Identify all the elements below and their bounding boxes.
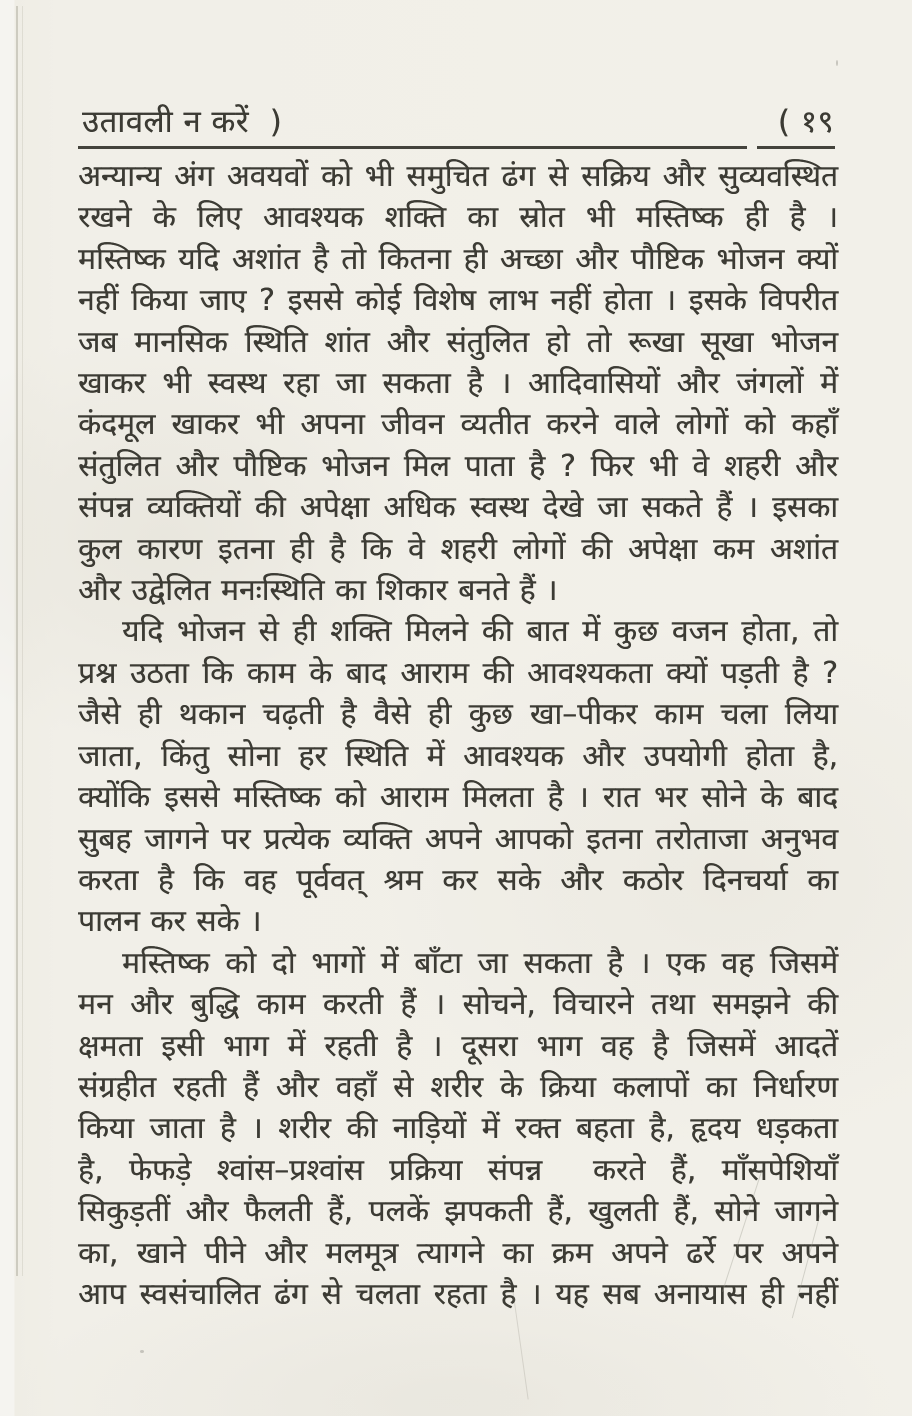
text-line: सिकुड़तीं और फैलती हैं, पलकें झपकती हैं, खुलती हैं, सोने जागने <box>78 1194 838 1230</box>
text-line: जैसे ही थकान चढ़ती है वैसे ही कुछ खा–पीकर काम चला लिया <box>78 697 838 733</box>
header-rule-left-segment <box>78 146 747 149</box>
text-line: करता है कि वह पूर्ववत् श्रम कर सके और कठोर दिनचर्या का <box>78 862 838 898</box>
text-line: क्योंकि इससे मस्तिष्क को आराम मिलता है । रात भर सोने के बाद <box>78 780 838 816</box>
text-line: अन्यान्य अंग अवयवों को भी समुचित ढंग से सक्रिय और सुव्यवस्थित <box>78 159 838 194</box>
text-line: सुबह जागने पर प्रत्येक व्यक्ति अपने आपको इतना तरोताजा अनुभव <box>78 821 838 857</box>
text-line: मस्तिष्क यदि अशांत है तो कितना ही अच्छा और पौष्टिक भोजन क्यों <box>78 241 838 277</box>
text-line: खाकर भी स्वस्थ रहा जा सकता है । आदिवासियों और जंगलों में <box>78 366 838 402</box>
text-line: यदि भोजन से ही शक्ति मिलने की बात में कुछ वजन होता, तो <box>122 614 838 650</box>
text-line: नहीं किया जाए ? इससे कोई विशेष लाभ नहीं होता । इसके विपरीत <box>78 283 838 319</box>
text-line: मस्तिष्क को दो भागों में बाँटा जा सकता है । एक वह जिसमें <box>122 945 838 981</box>
text-line: क्षमता इसी भाग में रहती है । दूसरा भाग वह है जिसमें आदतें <box>78 1028 838 1064</box>
text-line: रखने के लिए आवश्यक शक्ति का स्रोत भी मस्तिष्क ही है । <box>78 200 838 236</box>
text-line: मन और बुद्धि काम करती हैं । सोचने, विचारने तथा समझने की <box>78 987 838 1023</box>
text-line: जब मानसिक स्थिति शांत और संतुलित हो तो रूखा सूखा भोजन <box>78 324 838 360</box>
running-header-title: उतावली न करें ) <box>82 104 283 140</box>
text-line: जाता, किंतु सोना हर स्थिति में आवश्यक और उपयोगी होता है, <box>78 738 838 774</box>
text-line: पालन कर सके । <box>78 904 262 940</box>
scan-speck <box>140 1350 144 1353</box>
text-line: संपन्न व्यक्तियों की अपेक्षा अधिक स्वस्थ देखे जा सकते हैं । इसका <box>78 490 838 526</box>
scan-binding-edge-line <box>16 6 23 1276</box>
header-rule <box>78 146 835 149</box>
paragraph <box>78 156 838 611</box>
text-line: है, फेफड़े श्वांस–प्रश्वांस प्रक्रिया संपन्न करते हैं, माँसपेशियाँ <box>78 1152 838 1188</box>
text-line: किया जाता है । शरीर की नाड़ियों में रक्त बहता है, हृदय धड़कता <box>78 1111 838 1147</box>
text-line: प्रश्न उठता कि काम के बाद आराम की आवश्यकता क्यों पड़ती है ? <box>78 655 838 691</box>
text-line: संग्रहीत रहती हैं और वहाँ से शरीर के क्रिया कलापों का निर्धारण <box>78 1069 838 1105</box>
text-line: कुल कारण इतना ही है कि वे शहरी लोगों की अपेक्षा कम अशांत <box>78 531 838 567</box>
scan-speck <box>448 178 451 183</box>
text-line: आप स्वसंचालित ढंग से चलता रहता है । यह सब अनायास ही नहीं <box>78 1276 838 1312</box>
header-rule-right-segment <box>757 146 835 149</box>
text-line: संतुलित और पौष्टिक भोजन मिल पाता है ? फिर भी वे शहरी और <box>78 448 838 484</box>
header-rule-gap <box>747 146 757 149</box>
text-line: और उद्वेलित मनःस्थिति का शिकार बनते हैं । <box>78 573 558 609</box>
page-header <box>82 100 834 142</box>
paragraph <box>78 611 838 942</box>
scan-speck <box>836 60 838 66</box>
page-number: ( १९ <box>777 104 834 140</box>
page-body <box>78 156 838 1315</box>
text-line: का, खाने पीने और मलमूत्र त्यागने का क्रम अपने ढर्रे पर अपने <box>78 1235 838 1271</box>
paragraph <box>78 943 838 1316</box>
text-line: कंदमूल खाकर भी अपना जीवन व्यतीत करने वाले लोगों को कहाँ <box>78 407 838 443</box>
